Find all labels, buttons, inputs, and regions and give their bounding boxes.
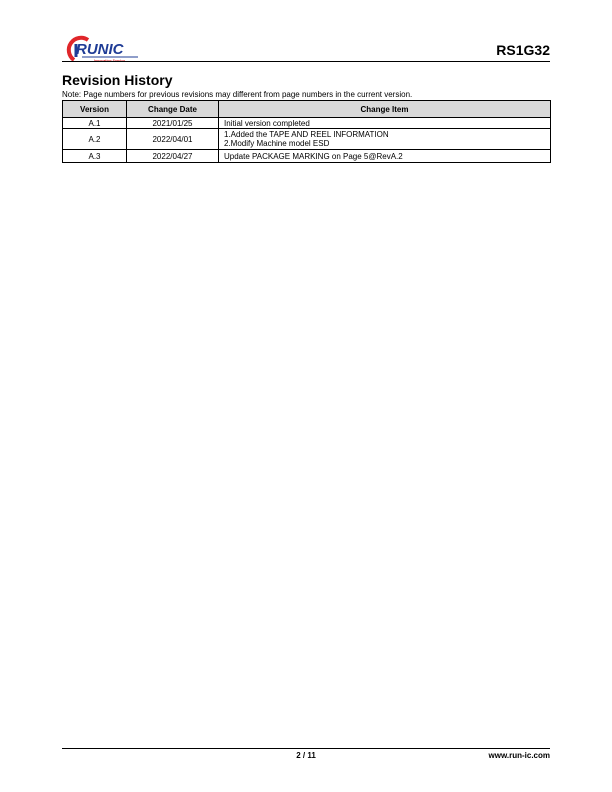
footer-divider (62, 748, 550, 749)
table-row (63, 150, 551, 163)
version-cell: A.3 (63, 150, 127, 163)
logo-graphic (62, 30, 142, 64)
change-item-line: 2.Modify Machine model ESD (224, 139, 330, 148)
change-item-line: 1.Added the TAPE AND REEL INFORMATION (224, 130, 389, 139)
date-cell: 2022/04/01 (127, 129, 219, 150)
table-row (63, 118, 551, 129)
date-cell: 2022/04/27 (127, 150, 219, 163)
change-item-cell (219, 118, 551, 129)
table-row (63, 129, 551, 150)
column-header-version: Version (63, 101, 127, 118)
version-cell: A.1 (63, 118, 127, 129)
change-item-line: Initial version completed (224, 118, 310, 128)
runic-logo (62, 30, 142, 64)
logo-tagline: Innovation Service (94, 59, 126, 63)
change-item-cell (219, 129, 551, 150)
logo-wordmark: RUNIC (76, 41, 124, 58)
part-number: RS1G32 (496, 42, 550, 58)
revision-note: Note: Page numbers for previous revisions may different from page numbers in the current version. (62, 90, 413, 99)
column-header-change-date: Change Date (127, 101, 219, 118)
table-header-row (63, 101, 551, 118)
column-header-change-item: Change Item (219, 101, 551, 118)
revision-table (62, 100, 551, 163)
date-cell: 2021/01/25 (127, 118, 219, 129)
header-divider (62, 61, 550, 62)
version-cell: A.2 (63, 129, 127, 150)
change-item-line: Update PACKAGE MARKING on Page 5@RevA.2 (224, 151, 403, 161)
section-title: Revision History (62, 72, 173, 88)
website-link[interactable]: www.run-ic.com (488, 751, 550, 760)
change-item-cell (219, 150, 551, 163)
page-number: 2 / 11 (296, 751, 316, 760)
